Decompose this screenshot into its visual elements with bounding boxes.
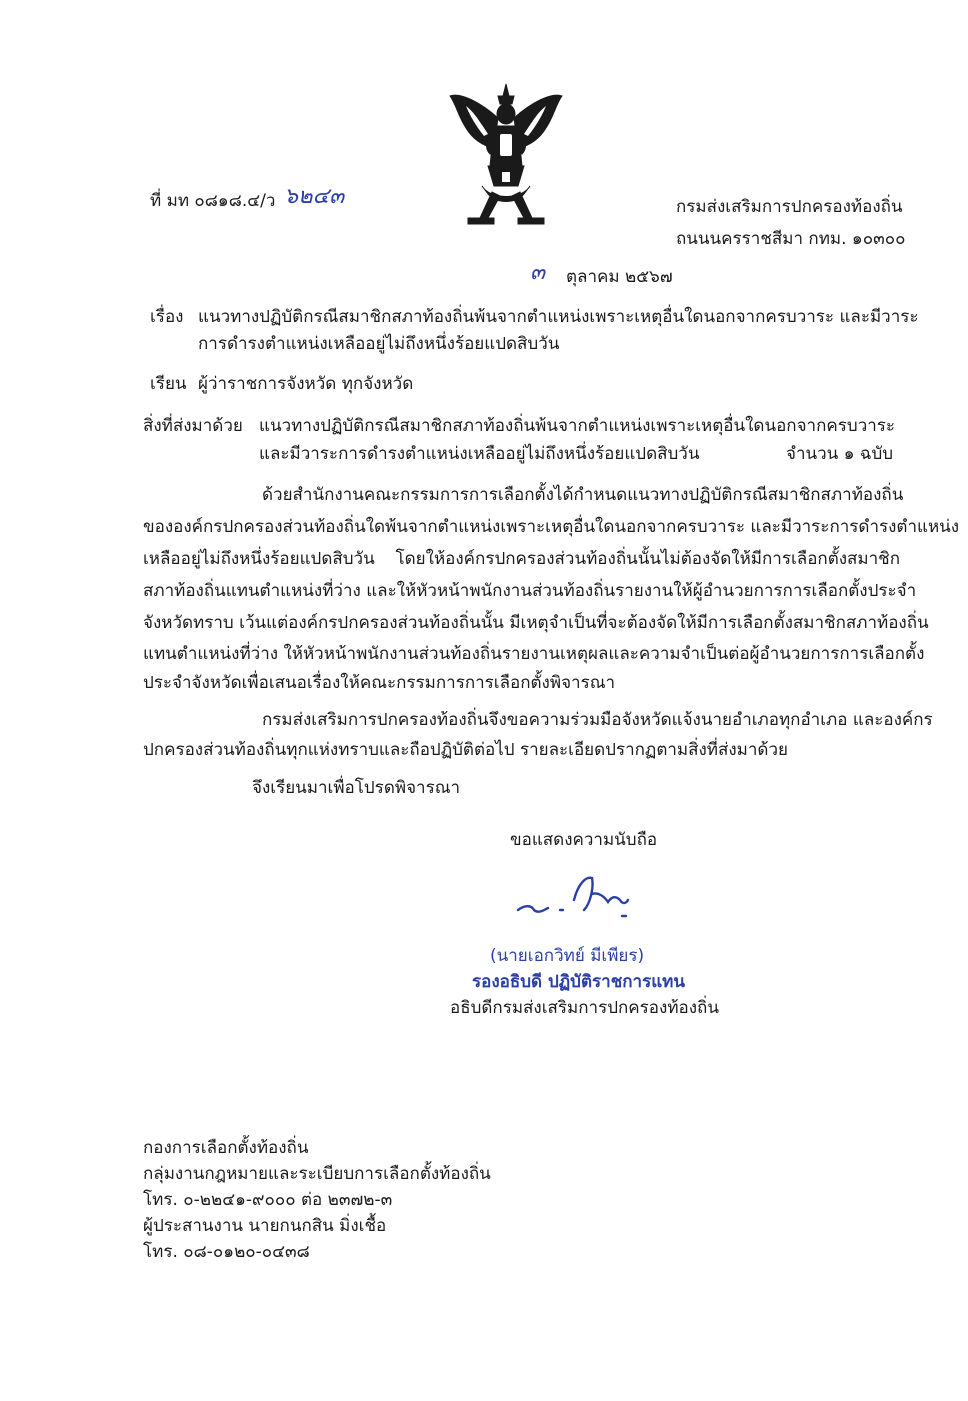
enclosure-quantity: จำนวน ๑ ฉบับ xyxy=(786,444,894,464)
signer-acting-title: รองอธิบดี ปฏิบัติราชการแทน xyxy=(472,972,685,992)
paragraph-2-line: กรมส่งเสริมการปกครองท้องถิ่นจึงขอความร่วมมือจังหวัดแจ้งนายอำเภอทุกอำเภอ และองค์กร xyxy=(262,710,933,730)
paragraph-1-line: จังหวัดทราบ เว้นแต่องค์กรปกครองส่วนท้องถิ่นนั้น มีเหตุจำเป็นที่จะต้องจัดให้มีการเลือกตั้งสมาชิกสภาท้องถิ่น xyxy=(143,613,929,633)
signature xyxy=(512,866,642,924)
closing-request: จึงเรียนมาเพื่อโปรดพิจารณา xyxy=(252,778,461,798)
enclosure-label: สิ่งที่ส่งมาด้วย xyxy=(143,416,243,436)
recipient-value: ผู้ว่าราชการจังหวัด ทุกจังหวัด xyxy=(198,374,414,394)
signer-office: อธิบดีกรมส่งเสริมการปกครองท้องถิ่น xyxy=(450,998,719,1018)
signer-name: (นายเอกวิทย์ มีเพียร) xyxy=(490,946,645,966)
document-number-handwritten: ๖๒๔๓ xyxy=(284,184,345,209)
footer-coordinator: ผู้ประสานงาน นายกนกสิน มิ่งเชื้อ xyxy=(143,1216,387,1236)
date-day-handwritten: ๓ xyxy=(530,260,546,285)
subject-label: เรื่อง xyxy=(150,307,184,327)
footer-coordinator-phone: โทร. ๐๘-๐๑๒๐-๐๔๓๘ xyxy=(143,1242,310,1262)
subject-line-2: การดำรงตำแหน่งเหลืออยู่ไม่ถึงหนึ่งร้อยแปดสิบวัน xyxy=(198,334,560,354)
footer-division: กองการเลือกตั้งท้องถิ่น xyxy=(143,1138,309,1158)
paragraph-1-line: ขององค์กรปกครองส่วนท้องถิ่นใดพ้นจากตำแหน่งเพราะเหตุอื่นใดนอกจากครบวาระ และมีวาระการดำรงตำแหน่ง xyxy=(143,517,960,537)
paragraph-1-line: ด้วยสำนักงานคณะกรรมการการเลือกตั้งได้กำหนดแนวทางปฏิบัติกรณีสมาชิกสภาท้องถิ่น xyxy=(262,485,904,505)
enclosure-line-2: และมีวาระการดำรงตำแหน่งเหลืออยู่ไม่ถึงหนึ่งร้อยแปดสิบวัน xyxy=(259,444,700,464)
date-month-year: ตุลาคม ๒๕๖๗ xyxy=(566,267,673,287)
agency-address: ถนนนครราชสีมา กทม. ๑๐๓๐๐ xyxy=(676,229,906,249)
footer-group: กลุ่มงานกฎหมายและระเบียบการเลือกตั้งท้องถิ่น xyxy=(143,1164,491,1184)
paragraph-2-line: ปกครองส่วนท้องถิ่นทุกแห่งทราบและถือปฏิบัติต่อไป รายละเอียดปรากฏตามสิ่งที่ส่งมาด้วย xyxy=(143,740,788,760)
paragraph-1-line: ประจำจังหวัดเพื่อเสนอเรื่องให้คณะกรรมการการเลือกตั้งพิจารณา xyxy=(143,673,616,693)
recipient-label: เรียน xyxy=(150,374,187,394)
document-number-prefix: ที่ มท ๐๘๑๘.๔/ว xyxy=(150,191,276,211)
footer-phone: โทร. ๐-๒๒๔๑-๙๐๐๐ ต่อ ๒๓๗๒-๓ xyxy=(143,1190,393,1210)
paragraph-1-line: สภาท้องถิ่นแทนตำแหน่งที่ว่าง และให้หัวหน้าพนักงานส่วนท้องถิ่นรายงานให้ผู้อำนวยการการเลือกตั้งประจำ xyxy=(143,581,917,601)
garuda-emblem xyxy=(446,82,566,230)
salutation: ขอแสดงความนับถือ xyxy=(510,830,658,850)
paragraph-1-line: เหลืออยู่ไม่ถึงหนึ่งร้อยแปดสิบวัน โดยให้องค์กรปกครองส่วนท้องถิ่นนั้นไม่ต้องจัดให้มีการเลือกตั้งสมาชิก xyxy=(143,549,900,569)
paragraph-1-line: แทนตำแหน่งที่ว่าง ให้หัวหน้าพนักงานส่วนท้องถิ่นรายงานเหตุผลและความจำเป็นต่อผู้อำนวยการการเลือกตั้ง xyxy=(143,644,925,664)
subject-line-1: แนวทางปฏิบัติกรณีสมาชิกสภาท้องถิ่นพ้นจากตำแหน่งเพราะเหตุอื่นใดนอกจากครบวาระ และมีวาระ xyxy=(198,307,919,327)
enclosure-line-1: แนวทางปฏิบัติกรณีสมาชิกสภาท้องถิ่นพ้นจากตำแหน่งเพราะเหตุอื่นใดนอกจากครบวาระ xyxy=(259,416,896,436)
agency-name: กรมส่งเสริมการปกครองท้องถิ่น xyxy=(676,197,903,217)
